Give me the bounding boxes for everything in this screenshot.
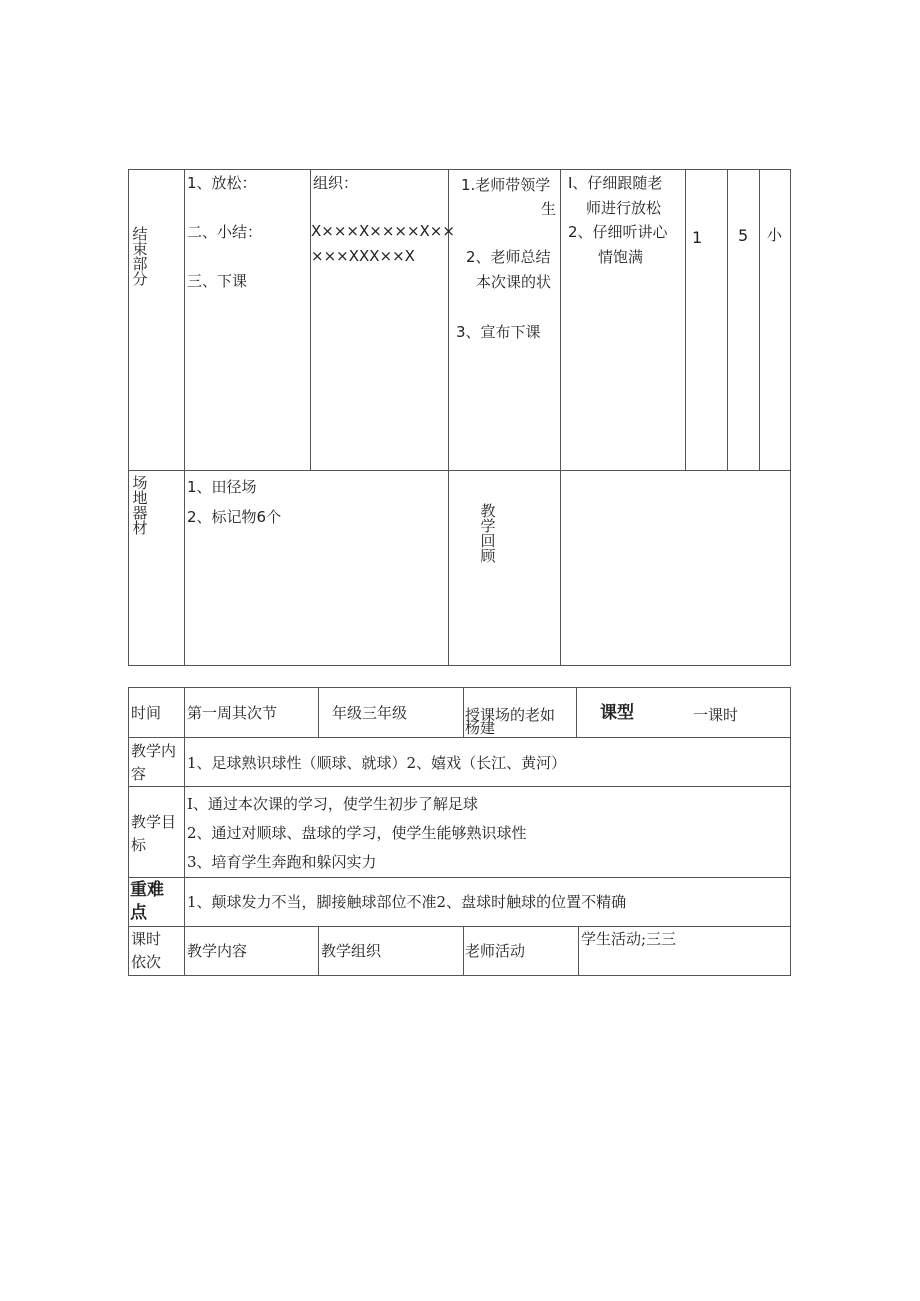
key-points-label: 重难 bbox=[130, 880, 164, 900]
column-header-student: 学生活动;三三 bbox=[581, 930, 677, 948]
venue-item: 2、标记物6个 bbox=[187, 508, 282, 526]
grade-value: 年级三年级 bbox=[332, 704, 408, 722]
content-item-summary: 二、小结： bbox=[187, 223, 263, 241]
order-label: 课时 bbox=[131, 930, 162, 948]
teacher-info-line: 授课场的老如 bbox=[465, 706, 556, 724]
venue-label: 场地器材 bbox=[132, 474, 148, 537]
org-formation-row-2: ×××XXX××X bbox=[311, 247, 415, 265]
intensity-value: 小 bbox=[767, 226, 783, 244]
student-activity-line: I、仔细跟随老 bbox=[568, 174, 663, 192]
key-points-value: 1、颠球发力不当，脚接触球部位不准2、盘球时触球的位置不精确 bbox=[187, 893, 627, 911]
section-label: 结束部分 bbox=[132, 225, 148, 288]
minutes-value: 5 bbox=[738, 226, 749, 245]
org-label: 组织： bbox=[313, 174, 359, 192]
order-label: 依次 bbox=[131, 953, 162, 971]
goal-label: 标 bbox=[131, 836, 147, 854]
content-item-dismiss: 三、下课 bbox=[187, 272, 248, 290]
teacher-info-line: 杨建 bbox=[465, 719, 496, 737]
lesson-type-label: 课型 bbox=[600, 703, 634, 723]
content-label: 容 bbox=[131, 765, 147, 783]
student-activity-line: 情饱满 bbox=[598, 248, 644, 266]
key-points-label: 点 bbox=[130, 903, 147, 923]
goal-item: I、通过本次课的学习，使学生初步了解足球 bbox=[187, 795, 478, 813]
lesson-type-value: 一课时 bbox=[693, 706, 739, 724]
teacher-activity-line: 本次课的状 bbox=[476, 273, 552, 291]
times-value: 1 bbox=[692, 228, 703, 247]
goal-item: 3、培育学生奔跑和躲闪实力 bbox=[187, 853, 377, 871]
week-value: 第一周其次节 bbox=[187, 704, 278, 722]
column-header-content: 教学内容 bbox=[187, 942, 248, 960]
review-label: 教学回顾 bbox=[480, 502, 496, 565]
teacher-activity-line: 生 bbox=[541, 200, 557, 218]
column-header-organization: 教学组织 bbox=[321, 942, 382, 960]
goal-item: 2、通过对顺球、盘球的学习，使学生能够熟识球性 bbox=[187, 824, 527, 842]
goal-label: 教学目 bbox=[131, 813, 177, 831]
teacher-activity-line: 3、宣布下课 bbox=[456, 323, 541, 341]
content-label: 教学内 bbox=[131, 742, 177, 760]
student-activity-line: 师进行放松 bbox=[586, 199, 662, 217]
teacher-activity-line: 2、老师总结 bbox=[466, 248, 551, 266]
content-value: 1、足球熟识球性（顺球、就球）2、嬉戏（长江、黄河） bbox=[187, 754, 567, 772]
org-formation-row-1: X×××X××××X×× bbox=[311, 222, 455, 240]
time-label: 时间 bbox=[131, 704, 162, 722]
venue-item: 1、田径场 bbox=[187, 478, 257, 496]
column-header-teacher: 老师活动 bbox=[465, 942, 526, 960]
teacher-activity-line: 1.老师带领学 bbox=[461, 176, 551, 194]
content-item-relax: 1、放松： bbox=[187, 174, 257, 192]
student-activity-line: 2、仔细听讲心 bbox=[568, 223, 668, 241]
